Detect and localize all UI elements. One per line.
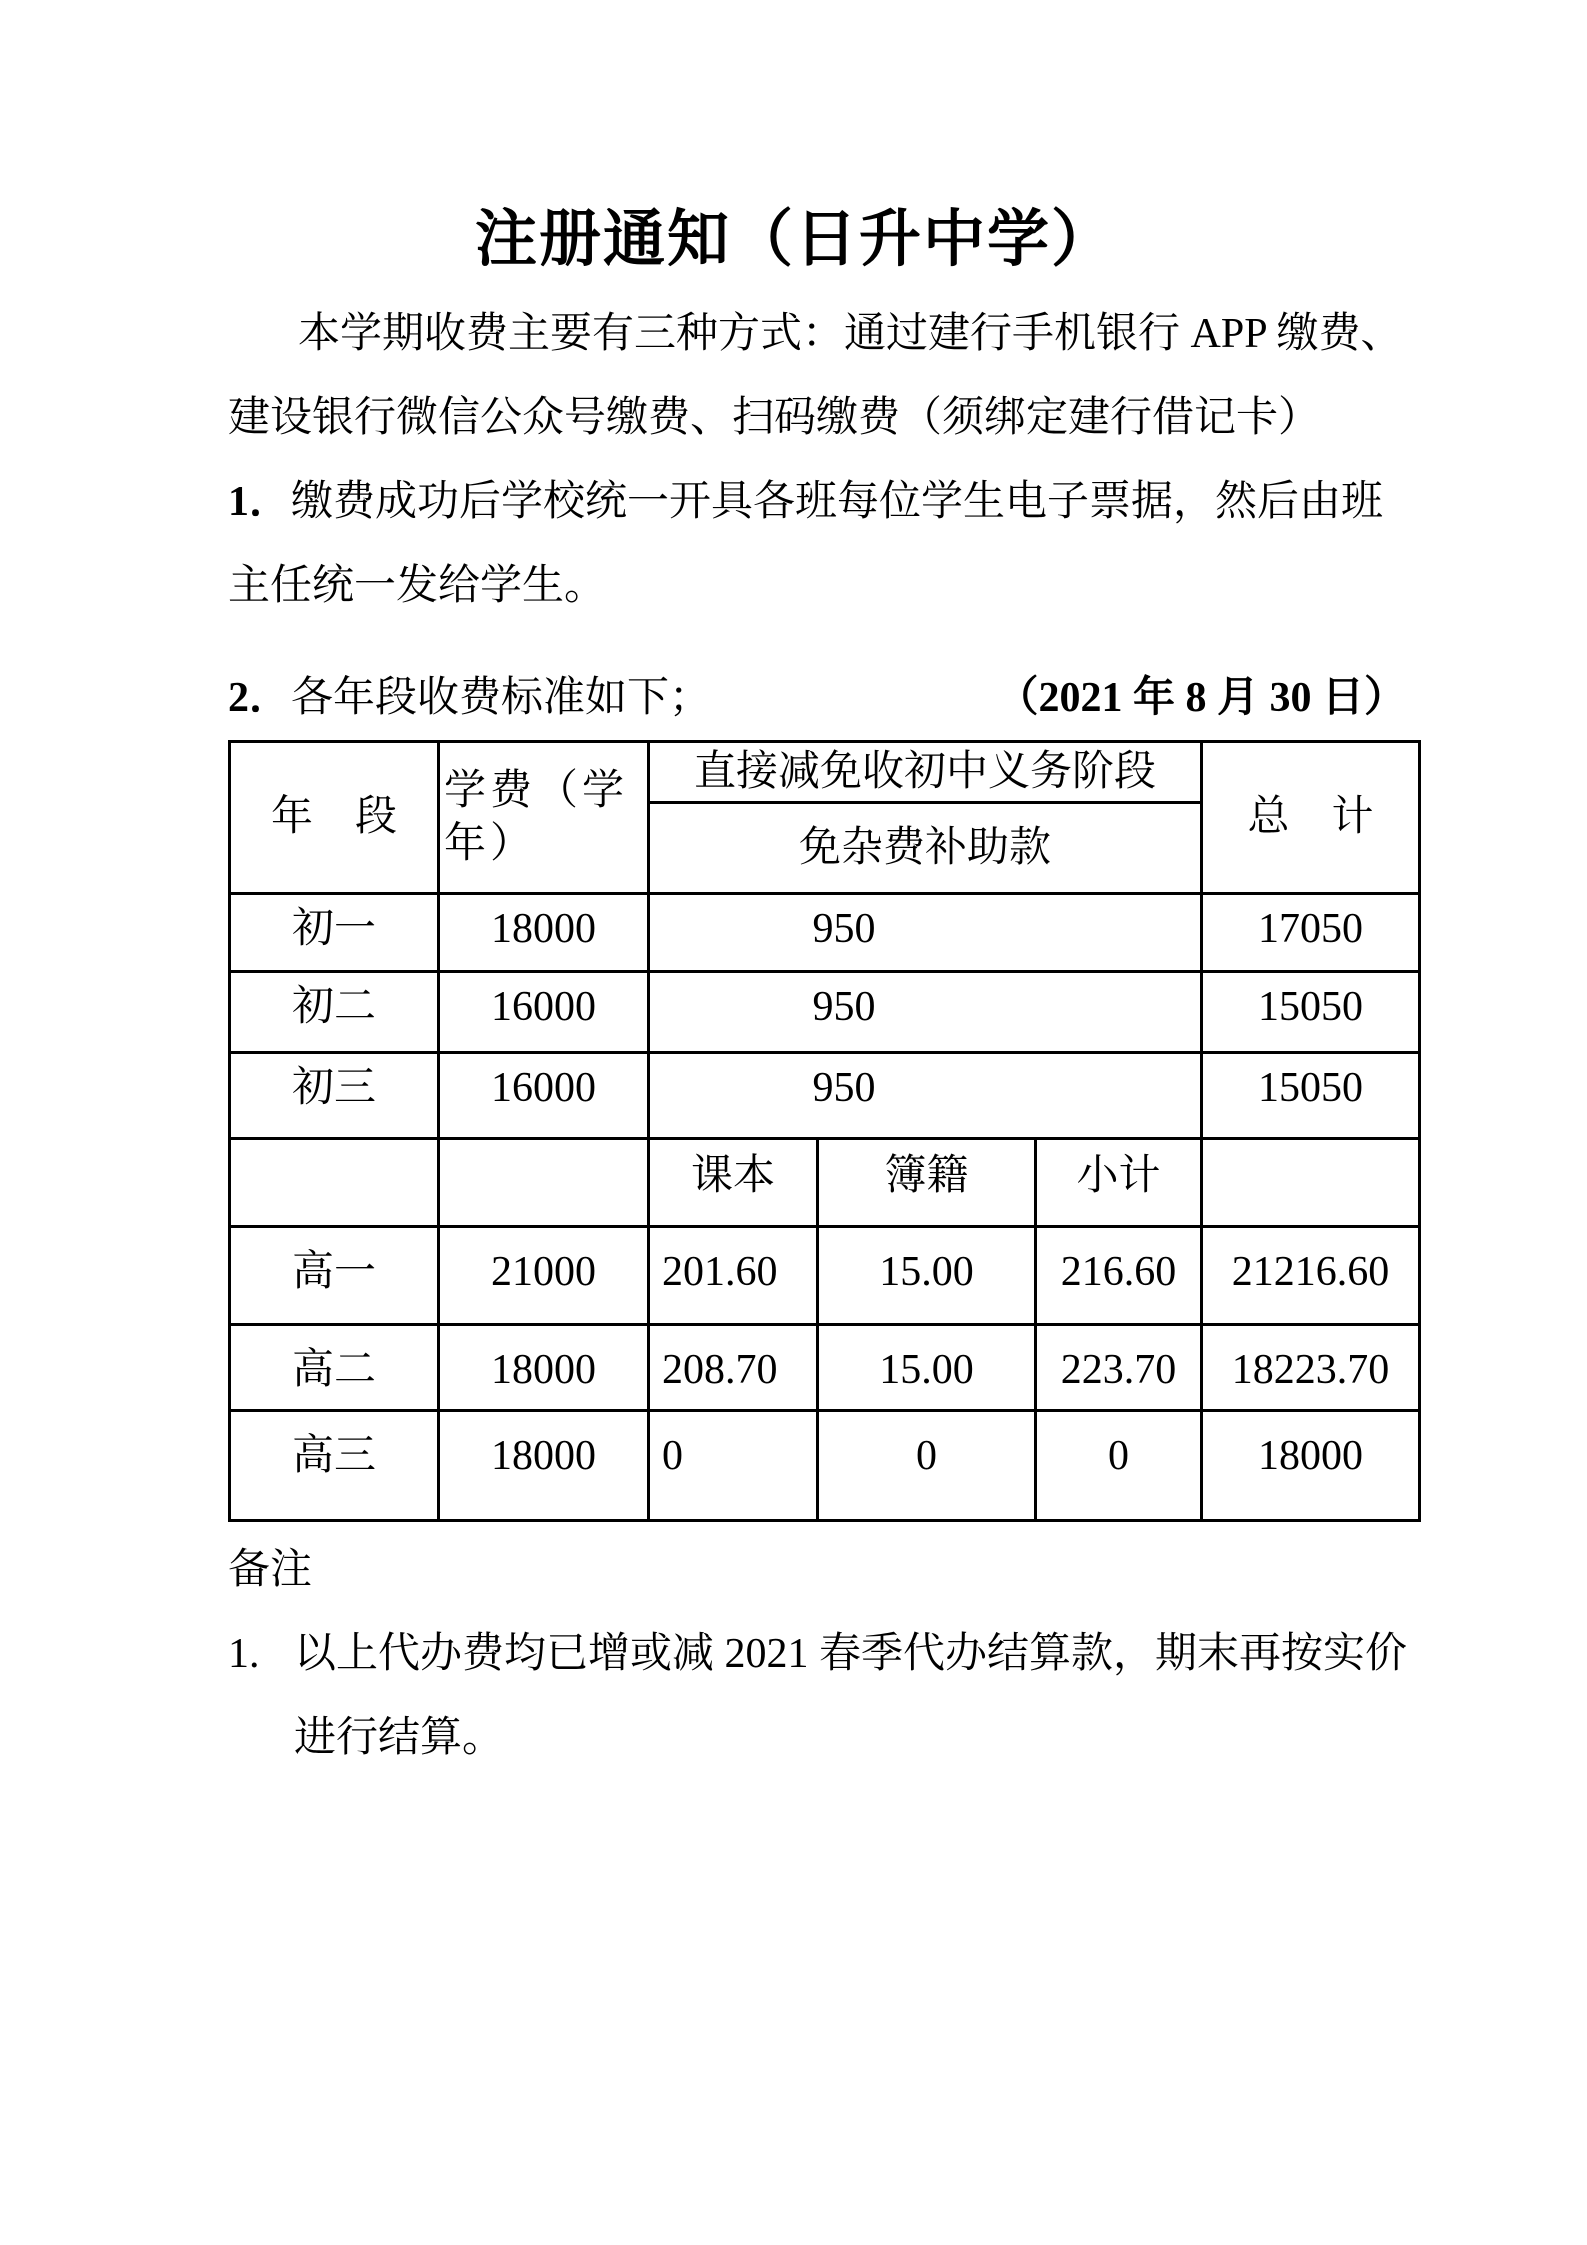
item-2	[228, 656, 1418, 740]
header-tuition	[439, 742, 649, 894]
cell-waiver: 950	[649, 894, 1202, 972]
row-senior-3	[230, 1411, 1420, 1521]
cell-textbook: 208.70	[649, 1325, 818, 1411]
item-1-number: 1．	[228, 479, 292, 525]
table-subheader-row	[230, 1139, 1420, 1227]
notes-heading: 备注	[228, 1547, 313, 1593]
table-header-row-1	[230, 742, 1420, 803]
header-tuition-line2: 年）	[444, 820, 537, 867]
subheader-empty-tuition	[439, 1139, 649, 1227]
header-waiver-title: 直接减免收初中义务阶段	[649, 742, 1202, 803]
item-2-lead	[228, 656, 711, 740]
cell-total: 21216.60	[1202, 1227, 1420, 1325]
cell-textbook: 0	[649, 1411, 818, 1521]
subheader-empty-total	[1202, 1139, 1420, 1227]
cell-subtotal: 216.60	[1036, 1227, 1202, 1325]
subheader-subtotal: 小计	[1036, 1139, 1202, 1227]
note-1-number: 1.	[228, 1631, 260, 1677]
cell-tuition: 18000	[439, 1411, 649, 1521]
header-tuition-line1: 学费（学	[444, 768, 629, 814]
note-1-text: 以上代办费均已增或减 2021 春季代办结算款，期末再按实价进行结算。	[294, 1631, 1408, 1761]
cell-tuition: 16000	[439, 972, 649, 1053]
header-grade: 年 段	[230, 742, 439, 894]
fee-table	[228, 740, 1421, 1522]
row-junior-1	[230, 894, 1420, 972]
subheader-empty-grade	[230, 1139, 439, 1227]
cell-grade: 高三	[230, 1411, 439, 1521]
cell-total: 18223.70	[1202, 1325, 1420, 1411]
intro-paragraph: 本学期收费主要有三种方式：通过建行手机银行 APP 缴费、建设银行微信公众号缴费、扫码缴费（须绑定建行借记卡）	[228, 311, 1403, 441]
document-title: 注册通知（日升中学）	[474, 206, 1115, 274]
cell-textbook: 201.60	[649, 1227, 818, 1325]
subheader-textbook: 课本	[649, 1139, 818, 1227]
cell-total: 15050	[1202, 1053, 1420, 1139]
cell-subtotal: 0	[1036, 1411, 1202, 1521]
cell-waiver: 950	[649, 972, 1202, 1053]
item-1	[228, 460, 1418, 628]
item-2-number: 2．	[228, 675, 292, 721]
item-2-text: 各年段收费标准如下；	[291, 675, 712, 721]
cell-workbook: 15.00	[818, 1325, 1036, 1411]
cell-tuition: 18000	[439, 1325, 649, 1411]
cell-total: 17050	[1202, 894, 1420, 972]
cell-total: 15050	[1202, 972, 1420, 1053]
item-2-date: （2021 年 8 月 30 日）	[996, 675, 1406, 721]
row-junior-2	[230, 972, 1420, 1053]
cell-grade: 初一	[230, 894, 439, 972]
cell-subtotal: 223.70	[1036, 1325, 1202, 1411]
cell-tuition: 21000	[439, 1227, 649, 1325]
cell-grade: 初二	[230, 972, 439, 1053]
cell-tuition: 16000	[439, 1053, 649, 1139]
cell-grade: 高一	[230, 1227, 439, 1325]
cell-workbook: 15.00	[818, 1227, 1036, 1325]
row-junior-3	[230, 1053, 1420, 1139]
cell-tuition: 18000	[439, 894, 649, 972]
row-senior-2	[230, 1325, 1420, 1411]
cell-workbook: 0	[818, 1411, 1036, 1521]
note-1	[228, 1612, 1418, 1780]
cell-grade: 高二	[230, 1325, 439, 1411]
item-1-text: 缴费成功后学校统一开具各班每位学生电子票据，然后由班主任统一发给学生。	[228, 479, 1384, 609]
header-waiver-subtitle: 免杂费补助款	[649, 803, 1202, 894]
header-total: 总 计	[1202, 742, 1420, 894]
cell-total: 18000	[1202, 1411, 1420, 1521]
subheader-workbook: 簿籍	[818, 1139, 1036, 1227]
cell-grade: 初三	[230, 1053, 439, 1139]
row-senior-1	[230, 1227, 1420, 1325]
cell-waiver: 950	[649, 1053, 1202, 1139]
